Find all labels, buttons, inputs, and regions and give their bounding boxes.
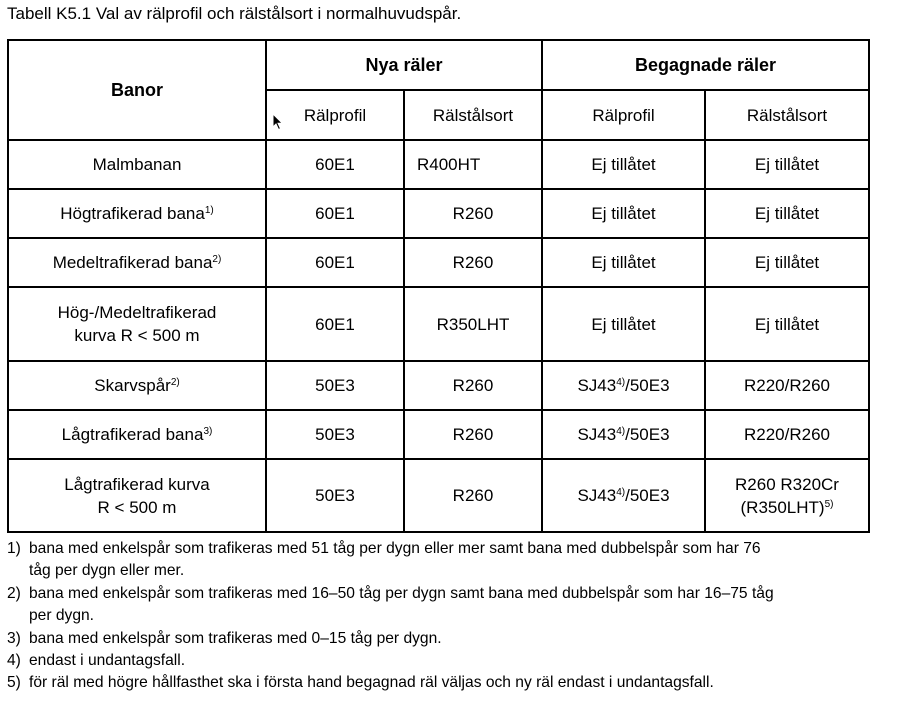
header-banor: Banor [8,40,266,140]
table-row [8,238,869,287]
cell-beg-stal: Ej tillåtet [705,189,869,238]
footnotes [7,538,907,695]
cell-ny-stal: R260 [404,189,542,238]
header-nya-ralstalsort: Rälstålsort [404,90,542,140]
cell-ny-stal: R260 [404,410,542,459]
table-row [8,189,869,238]
cell-beg-stal: R220/R260 [705,410,869,459]
cell-beg-stal: R220/R260 [705,361,869,410]
footnote-ref: 5) [824,498,834,510]
cell-beg-stal: Ej tillåtet [705,287,869,361]
footnote-1: 1) bana med enkelspår som trafikeras med 51 tåg per dygn eller mer samt bana med dubbelspår som har 76 tåg per dygn eller mer. [7,540,761,580]
cell-ny-profil: 60E1 [266,189,404,238]
cell-ny-profil: 60E1 [266,140,404,189]
table-row [8,140,869,189]
table-row [8,287,869,361]
footnote-ref: 4) [616,487,626,498]
mouse-pointer-icon [272,113,284,131]
cell-bana: Lågtrafikerad bana$^{3)}$ [8,410,266,459]
cell-bana: Högtrafikerad bana$^{1)}$ [8,189,266,238]
cell-ny-stal: R350LHT [404,287,542,361]
cell-ny-stal: R400HT [404,140,542,189]
cell-beg-profil: Ej tillåtet [542,189,705,238]
cell-ny-stal: R260 [404,361,542,410]
cell-beg-profil: Ej tillåtet [542,238,705,287]
footnote-ref: 3) [203,426,213,437]
table-row [8,459,869,532]
footnote-2: 2) bana med enkelspår som trafikeras med 16–50 tåg per dygn samt bana med dubbelspår som har 16–75 tåg per dygn. [7,584,774,625]
cell-bana: Hög-/Medeltrafikerad kurva R < 500 m [8,287,266,361]
cell-ny-stal: R260 [404,459,542,532]
footnote-ref: 1) [204,205,214,216]
footnote-3: 3) bana med enkelspår som trafikeras med 0–15 tåg per dygn. [7,629,442,647]
cell-beg-stal: Ej tillåtet [705,238,869,287]
cell-ny-profil: 50E3 [266,459,404,532]
cell-ny-profil: 60E1 [266,287,404,361]
cell-ny-profil: 60E1 [266,238,404,287]
table-caption: Tabell K5.1 Val av rälprofil och rälstålsort i normalhuvudspår. [7,4,462,23]
cell-ny-profil: 50E3 [266,361,404,410]
cell-beg-profil: SJ43$^{4)}$/50E3 [542,459,705,532]
footnote-ref: 4) [616,426,626,437]
header-begagnade-raler: Begagnade räler [542,40,869,90]
cell-bana: Malmbanan [8,140,266,189]
header-beg-ralprofil: Rälprofil [542,90,705,140]
cell-beg-profil: SJ43$^{4)}$/50E3 [542,361,705,410]
cell-beg-profil: Ej tillåtet [542,140,705,189]
cell-bana: Medeltrafikerad bana$^{2)}$ [8,238,266,287]
footnote-ref: 2) [170,377,180,388]
cell-ny-profil: 50E3 [266,410,404,459]
table-row [8,361,869,410]
table-row [8,410,869,459]
footnote-ref: 4) [616,377,626,388]
footnote-ref: 2) [212,254,222,265]
header-nya-raler: Nya räler [266,40,542,90]
cell-beg-stal: R260 R320Cr $(R350LHT)^{5)}$ [705,459,869,532]
cell-bana: Skarvspår$^{2)}$ [8,361,266,410]
cell-beg-stal: Ej tillåtet [705,140,869,189]
footnote-4: 4) endast i undantagsfall. [7,652,186,670]
cell-ny-stal: R260 [404,238,542,287]
footnote-5: 5) för räl med högre hållfasthet ska i första hand begagnad räl väljas och ny räl endast i undantagsfall. [7,674,714,692]
rail-table [7,39,870,533]
cell-bana: Lågtrafikerad kurva R < 500 m [8,459,266,532]
cell-beg-profil: SJ43$^{4)}$/50E3 [542,410,705,459]
header-beg-ralstalsort: Rälstålsort [705,90,869,140]
cell-beg-profil: Ej tillåtet [542,287,705,361]
header-nya-ralprofil: Rälprofil [266,90,404,140]
